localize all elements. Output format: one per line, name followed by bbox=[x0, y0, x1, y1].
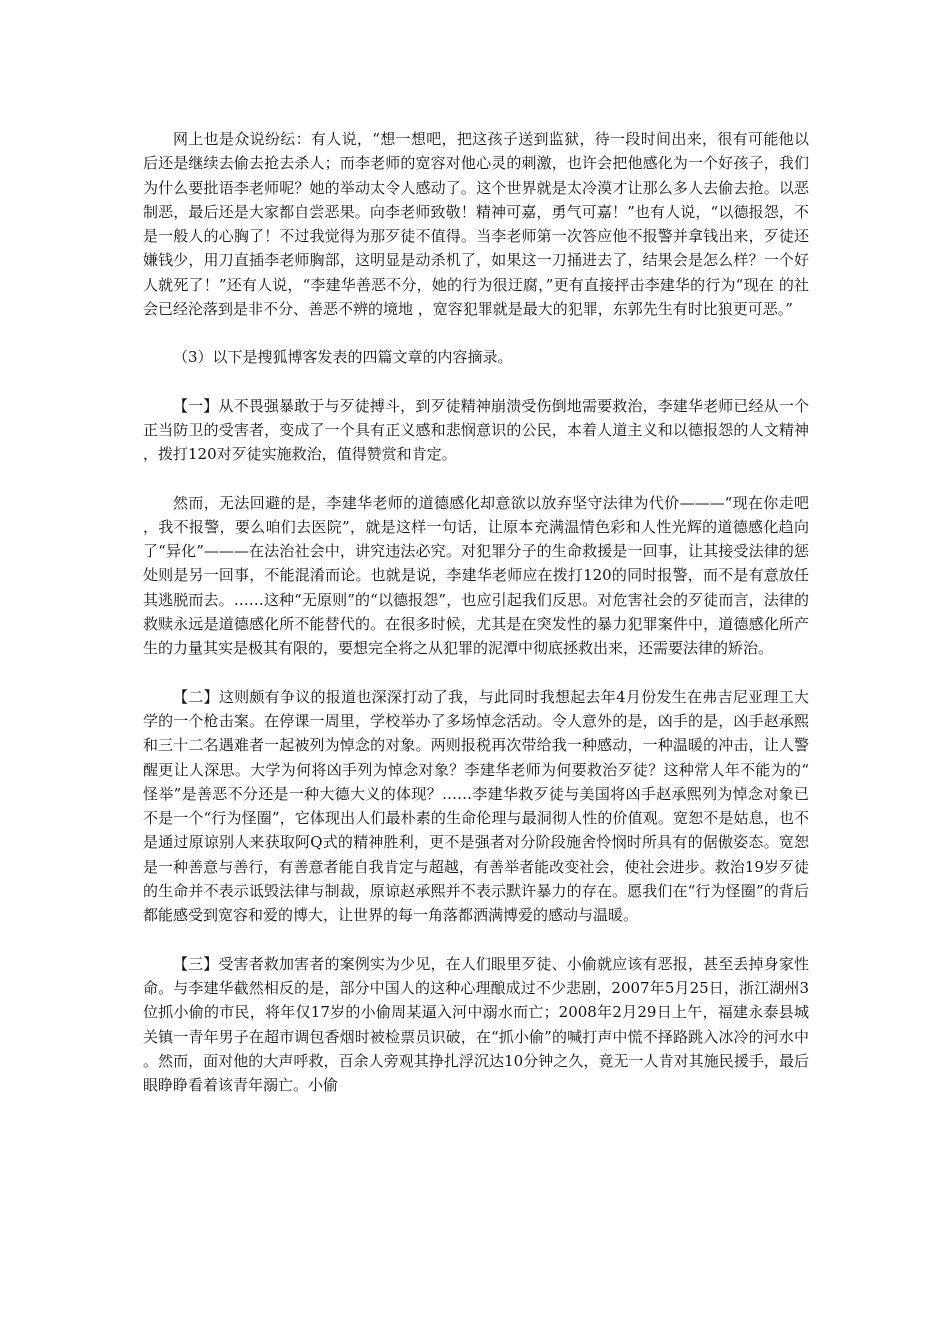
paragraph-text: 网上也是众说纷纭：有人说，“想一想吧，把这孩子送到监狱，待一段时间出来，很有可能他以后还是继续去偷去抢去杀人；而李老师的宽容对他心灵的刺激，也许会把他感化为一个好孩子，我们为什么要批语李老师呢？她的举动太令人感动了。这个世界就是太冷漠才让那么多人去偷去抢。以恶制恶，最后还是大家都自尝恶果。向李老师致敬！精神可嘉，勇气可嘉！”也有人说，“以德报怨，不是一般人的心胸了！不过我觉得为那歹徒不值得。当李老师第一次答应他不报警并拿钱出来，歹徒还嫌钱少，用刀直插李老师胸部，这明显是动杀机了，如果这一刀捅进去了，结果会是怎么样？一个好人就死了！”还有人说，“李建华善恶不分，她的行为很迂腐，”更有直接抨击李建华的行为“现在 的社会已经沦落到是非不分、善恶不辨的境地 ，宽容犯罪就是最大的犯罪，东郭先生有时比狼更可恶。” bbox=[143, 130, 809, 319]
paragraph-text: 然而，无法回避的是，李建华老师的道德感化却意欲以放弃坚守法律为代价———“现在你走吧，我不报警，要么咱们去医院”，就是这样一句话，让原本充满温情色彩和人性光辉的道德感化趋向了“异化”———在法治社会中，讲究违法必究。对犯罪分子的生命救援是一回事，让其接受法律的惩处则是另一回事，不能混淆而论。也就是说，李建华老师应在拨打120的同时报警，而不是有意放任其逃脱而去。……这种“无原则”的“以德报怨”，也应引起我们反思。对危害社会的歹徒而言，法律的救赎永远是道德感化所不能替代的。在很多时候，尤其是在突发性的暴力犯罪案件中，道德感化所产生的力量其实是极其有限的，要想完全将之从犯罪的泥潭中彻底拯救出来，还需要法律的矫治。 bbox=[143, 493, 809, 658]
paragraph-text: 受害者救加害者的案例实为少见，在人们眼里歹徒、小偷就应该有恶报，甚至丢掉身家性命。与李建华截然相反的是，部分中国人的这种心理酿成过不少悲剧，2007年5月25日，浙江湖州3位抓小偷的市民，将年仅17岁的小偷周某逼入河中溺水而亡；2008年2月29日上午，福建永泰县城关镇一青年男子在超市调包香烟时被检票员识破，在“抓小偷”的喊打声中慌不择路跳入冰冷的河水中。然而，面对他的大声呼救，百余人旁观其挣扎浮沉达10分钟之久，竟无一人肯对其施民援手，最后眼睁睁看着该青年溺亡。小偷 bbox=[143, 954, 809, 1095]
article-label: 【二】 bbox=[173, 687, 219, 706]
paragraph-article-1a bbox=[143, 394, 809, 467]
document-page bbox=[143, 127, 809, 1121]
paragraph-text: 这则颇有争议的报道也深深打动了我，与此同时我想起去年4月份发生在弗吉尼亚理工大学的一个枪击案。在停课一周里，学校举办了多场悼念活动。令人意外的是，凶手的是，凶手赵承熙和三十二名遇难者一起被列为悼念的对象。两则报税再次带给我一种感动，一种温暖的冲击，让人警醒更让人深思。大学为何将凶手列为悼念对象？李建华老师为何要救治歹徒？这种常人年不能为的“怪举”是善恶不分还是一种大德大义的体现？……李建华救歹徒与美国将凶手赵承熙列为悼念对象已不是一个“行为怪圈”，它体现出人们最朴素的生命伦理与最洞彻人性的价值观。宽恕不是姑息，也不是通过原谅别人来获取阿Q式的精神胜利，更不是强者对分阶段施舍怜悯时所具有的倨傲姿态。宽恕是一种善意与善行，有善意者能自我肯定与超越，有善举者能改变社会，使社会进步。救治19岁歹徒的生命并不表示诋毁法律与制裁，原谅赵承熙并不表示默许暴力的存在。愿我们在“行为怪圈”的背后都能感受到宽容和爱的博大，让世界的每一角落都洒满博爱的感动与温暖。 bbox=[143, 687, 809, 925]
article-label: 【三】 bbox=[173, 954, 219, 973]
paragraph-sohu-intro bbox=[143, 345, 809, 369]
paragraph-article-2 bbox=[143, 685, 809, 928]
paragraph-text: 从不畏强暴敢于与歹徒搏斗，到歹徒精神崩溃受伤倒地需要救治，李建华老师已经从一个正当防卫的受害者，变成了一个具有正义感和悲悯意识的公民，本着人道主义和以德报怨的人文精神，拨打120对歹徒实施救治，值得赞赏和肯定。 bbox=[143, 396, 809, 464]
paragraph-text: （3）以下是搜狐博客发表的四篇文章的内容摘录。 bbox=[173, 348, 513, 367]
article-label: 【一】 bbox=[173, 396, 219, 415]
paragraph-online-opinions bbox=[143, 127, 809, 321]
paragraph-article-3 bbox=[143, 952, 809, 1098]
paragraph-article-1b bbox=[143, 491, 809, 661]
